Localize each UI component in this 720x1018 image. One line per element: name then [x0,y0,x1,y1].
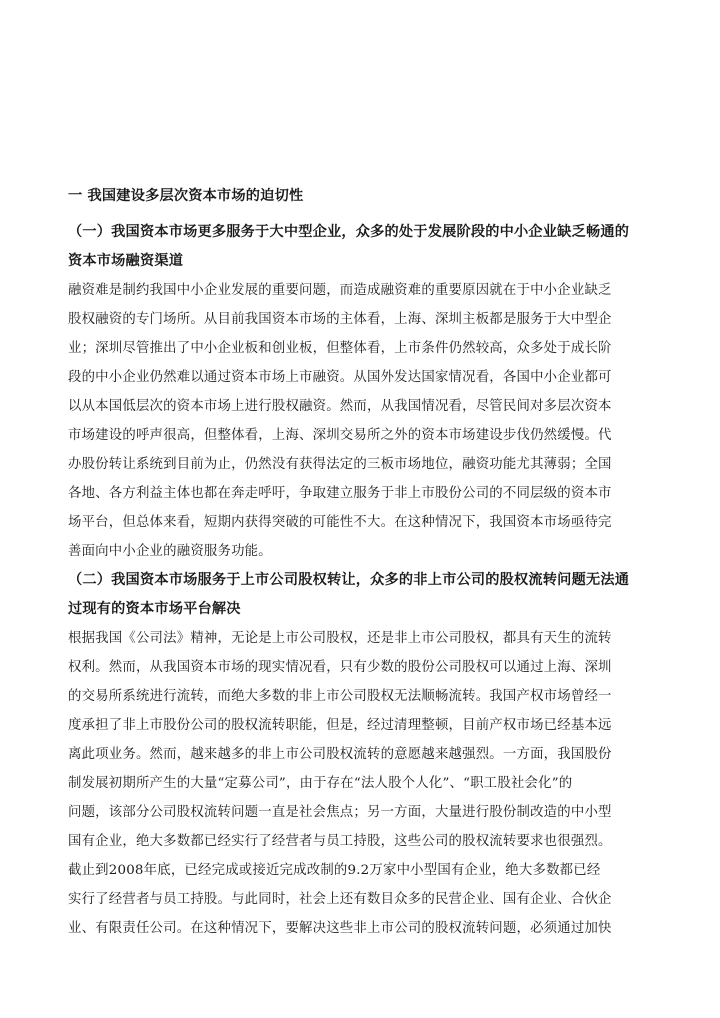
section1-body-line: 场平台，但总体来看，短期内获得突破的可能性不大。在这种情况下，我国资本市场亟待完 [68,515,612,530]
document-content [68,186,652,943]
section1-title-line: （一）我国资本市场更多服务于大中型企业，众多的处于发展阶段的中小企业缺乏畅通的 [68,224,630,240]
section2-body-line: 制发展初期所产生的大量“定募公司”，由于存在“法人股个人化”、“职工股社会化”的 [68,776,573,791]
section1-body [68,276,652,566]
section2-title-line: （二）我国资本市场服务于上市公司股权转让，众多的非上市公司的股权流转问题无法通 [68,572,630,588]
section2-body-line: 权利。然而，从我国资本市场的现实情况看，只有少数的股份公司股权可以通过上海、深圳 [68,660,612,675]
section1-body-line: 股权融资的专门场所。从目前我国资本市场的主体看，上海、深圳主板都是服务于大中型企 [68,312,612,327]
section2-title-line: 过现有的资本市场平台解决 [68,601,241,617]
section1-body-line: 以从本国低层次的资本市场上进行股权融资。然而，从我国情况看，尽管民间对多层次资本 [68,399,612,414]
section2-body-line: 根据我国《公司法》精神，无论是上市公司股权，还是非上市公司股权，都具有天生的流转 [68,631,612,646]
section1-body-line: 融资难是制约我国中小企业发展的重要问题，而造成融资难的重要原因就在于中小企业缺乏 [68,283,612,298]
section1-body-line: 各地、各方利益主体也都在奔走呼吁，争取建立服务于非上市股份公司的不同层级的资本市 [68,486,612,501]
section1-body-line: 业；深圳尽管推出了中小企业板和创业板，但整体看，上市条件仍然较高，众多处于成长阶 [68,341,612,356]
section2-title [68,566,652,624]
section1-body-line: 段的中小企业仍然难以通过资本市场上市融资。从国外发达国家情况看，各国中小企业都可 [68,370,612,385]
section2-body-line: 截止到2008年底，已经完成或接近完成改制的9.2万家中小型国有企业，绝大多数都已经 [68,863,601,878]
section2-body [68,624,652,943]
section-heading-main: 一 我国建设多层次资本市场的迫切性 [68,188,304,204]
section2-body-line: 国有企业，绝大多数都已经实行了经营者与员工持股，这些公司的股权流转要求也很强烈。 [68,834,612,849]
section2-body-line: 问题，该部分公司股权流转问题一直是社会焦点；另一方面，大量进行股份制改造的中小型 [68,805,612,820]
section2-body-line: 离此项业务。然而，越来越多的非上市公司股权流转的意愿越来越强烈。一方面，我国股份 [68,747,612,762]
section1-body-line: 办股份转让系统到目前为止，仍然没有获得法定的三板市场地位，融资功能尤其薄弱；全国 [68,457,612,472]
section1-body-line: 市场建设的呼声很高，但整体看，上海、深圳交易所之外的资本市场建设步伐仍然缓慢。代 [68,428,612,443]
section2-body-line: 实行了经营者与员工持股。与此同时，社会上还有数目众多的民营企业、国有企业、合伙企 [68,892,612,907]
section1-body-line: 善面向中小企业的融资服务功能。 [68,544,272,559]
section2-body-line: 的交易所系统进行流转，而绝大多数的非上市公司股权无法顺畅流转。我国产权市场曾经一 [68,689,612,704]
section2-body-line: 业、有限责任公司。在这种情况下，要解决这些非上市公司的股权流转问题，必须通过加快 [68,921,612,936]
section1-title [68,218,652,276]
section1-title-line: 资本市场融资渠道 [68,253,184,269]
section2-body-line: 度承担了非上市股份公司的股权流转职能，但是，经过清理整顿，目前产权市场已经基本远 [68,718,612,733]
